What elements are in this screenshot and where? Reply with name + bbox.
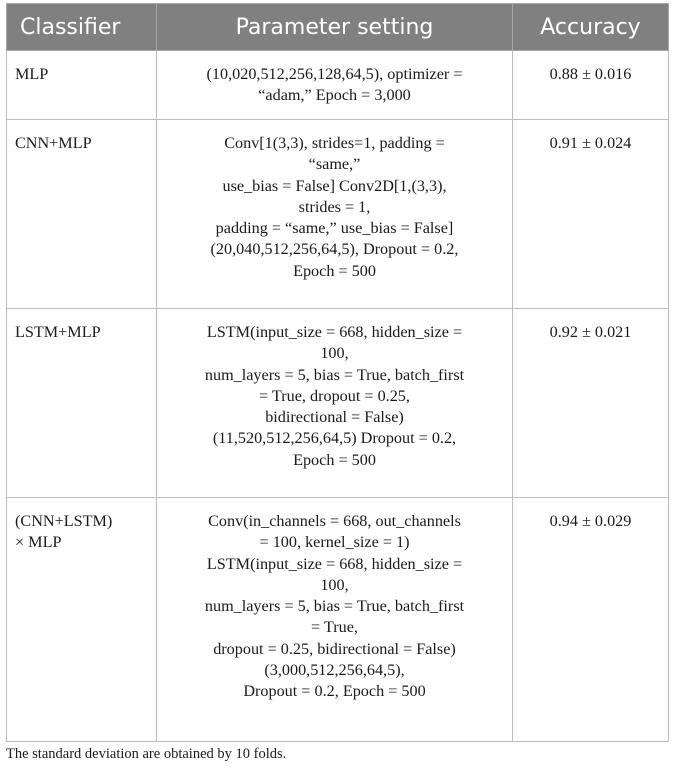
table-row: [7, 498, 669, 742]
header-accuracy: Accuracy: [513, 4, 669, 51]
parameter-line: use_bias = False] Conv2D[1,(3,3),: [222, 176, 447, 195]
parameter-line: dropout = 0.25, bidirectional = False): [213, 639, 456, 658]
classifier-name: MLP: [15, 65, 49, 83]
parameter-cell: [157, 120, 513, 309]
parameter-line: “same,”: [308, 155, 361, 174]
parameter-cell: [157, 309, 513, 498]
accuracy-cell: 0.88 ± 0.016: [513, 51, 669, 120]
classifier-results-table: [6, 3, 669, 742]
parameter-line: 100,: [320, 575, 349, 594]
parameter-line: num_layers = 5, bias = True, batch_first: [204, 597, 465, 616]
accuracy-cell: 0.91 ± 0.024: [513, 120, 669, 309]
parameter-line: (3,000,512,256,64,5),: [264, 661, 405, 680]
parameter-line: bidirectional = False): [265, 408, 404, 427]
parameter-line: Conv[1(3,3), strides=1, padding =: [224, 134, 445, 152]
parameter-line: (20,040,512,256,64,5), Dropout = 0.2,: [210, 240, 459, 259]
classifier-cell: [7, 120, 157, 309]
parameter-line: num_layers = 5, bias = True, batch_first: [204, 365, 465, 384]
parameter-line: (10,020,512,256,128,64,5), optimizer =: [206, 65, 463, 83]
parameter-line: = True,: [311, 618, 358, 637]
header-row: [7, 4, 669, 51]
results-table-container: [6, 3, 668, 742]
parameter-line: “adam,” Epoch = 3,000: [258, 86, 411, 105]
table-row: [7, 309, 669, 498]
header-classifier: Classifier: [7, 4, 157, 51]
classifier-name: (CNN+LSTM): [15, 512, 113, 530]
table-row: [7, 120, 669, 309]
classifier-name: × MLP: [15, 533, 62, 552]
parameter-line: LSTM(input_size = 668, hidden_size =: [206, 554, 463, 573]
classifier-cell: [7, 51, 157, 120]
parameter-line: Epoch = 500: [293, 450, 376, 469]
parameter-line: padding = “same,” use_bias = False]: [215, 219, 454, 238]
table-footnote: The standard deviation are obtained by 10 folds.: [6, 746, 287, 762]
parameter-line: Epoch = 500: [293, 261, 376, 280]
parameter-line: strides = 1,: [298, 197, 371, 216]
accuracy-cell: 0.94 ± 0.029: [513, 498, 669, 742]
classifier-name: LSTM+MLP: [15, 323, 101, 341]
parameter-line: (11,520,512,256,64,5) Dropout = 0.2,: [212, 429, 457, 448]
parameter-line: Conv(in_channels = 668, out_channels: [208, 512, 461, 530]
table-row: [7, 51, 669, 120]
accuracy-cell: 0.92 ± 0.021: [513, 309, 669, 498]
header-parameter-setting: Parameter setting: [157, 4, 513, 51]
parameter-line: Dropout = 0.2, Epoch = 500: [243, 682, 426, 701]
parameter-line: = True, dropout = 0.25,: [259, 386, 410, 405]
classifier-cell: [7, 309, 157, 498]
classifier-cell: [7, 498, 157, 742]
parameter-line: = 100, kernel_size = 1): [259, 533, 410, 552]
parameter-cell: [157, 498, 513, 742]
parameter-line: LSTM(input_size = 668, hidden_size =: [206, 323, 463, 341]
parameter-cell: [157, 51, 513, 120]
classifier-name: CNN+MLP: [15, 134, 92, 152]
parameter-line: 100,: [320, 344, 349, 363]
